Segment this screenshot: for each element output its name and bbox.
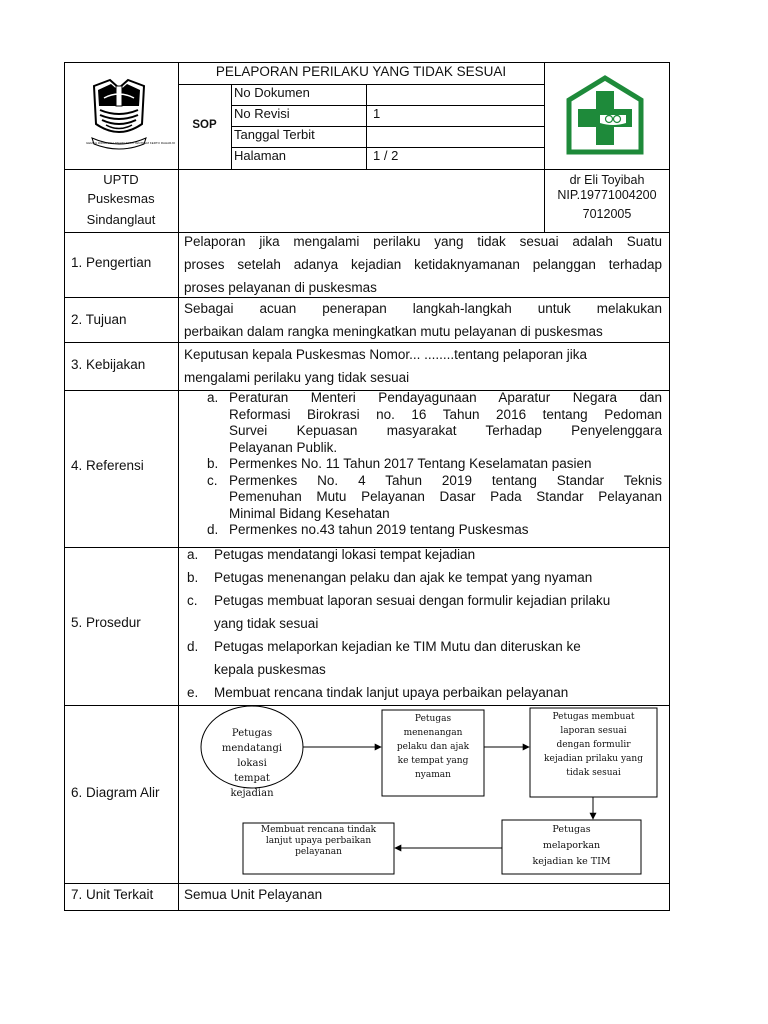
referensi-line: Peraturan Menteri Pendayagunaan Aparatur Negara dan — [229, 390, 662, 405]
document-title: PELAPORAN PERILAKU YANG TIDAK SESUAI — [215, 64, 507, 79]
org-line-uptd: UPTD — [103, 172, 139, 187]
flow-node-3-text: Petugas membuat laporan sesuai dengan formulir kejadian prilaku yang tidak sesuai — [544, 712, 643, 778]
list-marker: a. — [187, 547, 199, 562]
referensi-line: Pemenuhan Mutu Pelayanan Dasar Pada Standar Pelayanan — [229, 489, 662, 504]
prosedur-line: Petugas mendatangi lokasi tempat kejadian — [214, 547, 476, 562]
meta-label-halaman: Halaman — [234, 148, 287, 163]
prosedur-line: Membuat rencana tindak lanjut upaya perbaikan pelayanan — [214, 685, 569, 700]
unit-terkait-value: Semua Unit Pelayanan — [184, 887, 323, 902]
meta-label-tanggal-terbit: Tanggal Terbit — [234, 127, 315, 142]
list-marker: c. — [207, 472, 218, 488]
referensi-line: Permenkes No. 4 Tahun 2019 tentang Standar Teknis — [229, 472, 662, 488]
pengertian-line: proses setelah adanya kejadian ketidaknyamanan pelanggan terhadap — [184, 257, 662, 272]
referensi-line: Permenkes No. 11 Tahun 2017 Tentang Keselamatan pasien — [229, 456, 592, 471]
flow-node-4-text: Petugas melaporkan kejadian ke TIM — [532, 824, 611, 867]
meta-value-no-revisi: 1 — [373, 106, 381, 121]
referensi-line: Minimal Bidang Kesehatan — [229, 505, 390, 521]
label-tujuan: 2. Tujuan — [71, 312, 127, 327]
referensi-line: Pelayanan Publik. — [229, 439, 338, 455]
referensi-line: Survei Kepuasan masyarakat Terhadap Penyelenggara — [229, 423, 662, 438]
logo-motto: GEMAH RIPAH LOH JINAWI TOTO TENTREM KERTO RAHARJO — [86, 141, 176, 145]
signer-nip: NIP.19771004200 — [557, 188, 657, 202]
kebijakan-line: Keputusan kepala Puskesmas Nomor... ........tentang pelaporan jika — [184, 347, 587, 362]
prosedur-line: Petugas melaporkan kejadian ke TIM Mutu dan diteruskan ke — [214, 639, 581, 654]
kebijakan-line: mengalami perilaku yang tidak sesuai — [184, 370, 410, 385]
flow-node-1-text: Petugas mendatangi lokasi tempat kejadian — [221, 728, 283, 799]
prosedur-line: Petugas membuat laporan sesuai dengan formulir kejadian prilaku — [214, 593, 611, 608]
meta-label-no-revisi: No Revisi — [234, 106, 290, 121]
prosedur-line: kepala puskesmas — [214, 662, 326, 677]
org-line-puskesmas: Puskesmas — [87, 191, 155, 206]
label-pengertian: 1. Pengertian — [71, 255, 152, 270]
meta-label-no-dokumen: No Dokumen — [234, 85, 310, 100]
label-diagram-alir: 6. Diagram Alir — [71, 785, 160, 800]
referensi-line: Permenkes no.43 tahun 2019 tentang Puskesmas — [229, 522, 529, 537]
list-marker: d. — [187, 639, 199, 654]
label-unit-terkait: 7. Unit Terkait — [71, 887, 154, 902]
flow-node-5-text: Membuat rencana tindak lanjut upaya perbaikan pelayanan — [260, 825, 377, 857]
list-marker: b. — [207, 456, 219, 471]
sop-label: SOP — [192, 119, 217, 131]
label-referensi: 4. Referensi — [71, 458, 144, 473]
list-marker: c. — [187, 593, 198, 608]
pengertian-line: proses pelayanan di puskesmas — [184, 280, 377, 295]
org-line-sindanglaut: Sindanglaut — [86, 212, 156, 227]
flow-node-2-text: Petugas menenangan pelaku dan ajak ke tempat yang nyaman — [396, 714, 470, 780]
prosedur-line: yang tidak sesuai — [214, 616, 319, 631]
tujuan-line: Sebagai acuan penerapan langkah-langkah untuk melakukan — [184, 301, 662, 316]
referensi-line: Reformasi Birokrasi no. 16 Tahun 2016 tentang Pedoman — [229, 406, 662, 422]
list-marker: e. — [187, 685, 199, 700]
list-marker: a. — [207, 390, 219, 405]
list-marker: b. — [187, 570, 199, 585]
list-marker: d. — [207, 522, 219, 537]
meta-value-halaman: 1 / 2 — [373, 148, 399, 163]
label-kebijakan: 3. Kebijakan — [71, 357, 146, 372]
label-prosedur: 5. Prosedur — [71, 615, 141, 630]
signer-nip-cont: 7012005 — [582, 207, 632, 221]
tujuan-line: perbaikan dalam rangka meningkatkan mutu pelayanan di puskesmas — [184, 324, 603, 339]
pengertian-line: Pelaporan jika mengalami perilaku yang tidak sesuai adalah Suatu — [184, 234, 662, 249]
signer-name: dr Eli Toyibah — [569, 173, 645, 187]
prosedur-line: Petugas menenangan pelaku dan ajak ke tempat yang nyaman — [214, 570, 593, 585]
